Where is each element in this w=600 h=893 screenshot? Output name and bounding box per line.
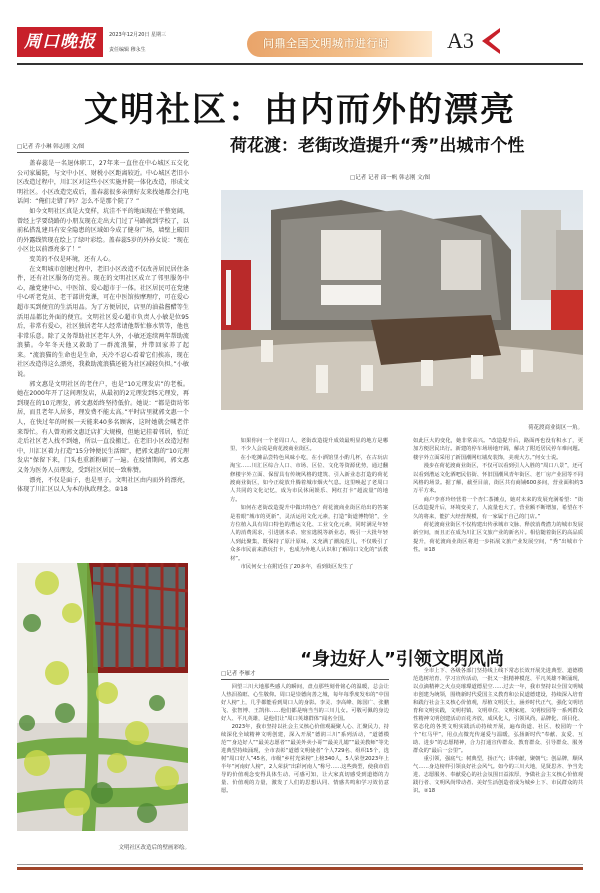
paragraph: 商户李喜玲经营着一个杏仁茶摊点，她对未来的发展充满希望：“街区改造提升后，环境变美了，人流量也大了，营业额不断增加，希望在不久的将来，能扩大经营规模，有一家属于自己的门店。” — [413, 496, 583, 520]
newspaper-logo: 周口晚报 — [17, 27, 103, 57]
byline: □记者 李雁才 — [221, 671, 256, 677]
divider — [17, 152, 189, 153]
page-number: A3 — [447, 28, 474, 53]
chevron-cutout — [489, 32, 500, 50]
byline: □记者 乔小琳 韩志刚 文/图 — [17, 144, 85, 150]
paragraph: 荷花渡商业街区不仅构建出传承城市文脉、释放消费潜力的城市发展新空间，而且正在成为川汇区文旅产业的新名片。相信随着街区的高品质提升，荷花渡商业街区将进一步拓展文旅产业发展空间，“秀”出城市个性。②18 — [413, 522, 583, 554]
paragraph: 在文明城市创建过程中，老旧小区改造不仅改善居民居住条件，还有社区服务的完善。现在的文明社区成立了邻里服务中心，融党建中心、中医馆、爱心超市于一体。社区居民可在党建中心听老党员、老干部讲党课，可在中医馆按摩理疗，可在爱心超市买到便宜的生活用品。为了方便居民，店里的油盐酱醋等生活用品都比外面的便宜。文明社区爱心超市负责人小敏是位95后，非常有爱心，社区独居老年人经常请他帮忙修水管等，他也非常乐意。除了义务帮助社区老年人外，小敏还连续两年帮助流浪猫。今年冬天他又救助了一群流浪猫，并带回家养了起来。“流浪猫的生命也是生命，天冷不忍心看着它们挨冻，现在社区改造得这么漂亮，我救助流浪猫还能为社区减轻负担。”小敏说。 — [17, 265, 189, 379]
paragraph: 如果你问一个老周口人，老街改造提升成效最明显的地方是哪里，不少人会说是荷花渡商业街区。 — [230, 438, 388, 453]
editor-credit: 责任编辑 穆永生 — [109, 47, 146, 53]
paragraph: 郭文惠是文明社区的老住户，也是“10元理发店”的老板。她在2000年开了这间理发店，从最初的2元理发到5元理发，再到现在的10元理发，郭文惠始终坚持低价。她说：“都是街坊邻居，而且老年人居多，理发费不能太高。”平时店里就郭文惠一个人，在快过年的时候一天能来40多名顾客，这时她就会喊老伴来帮忙。有人曾劝郭文惠迁店扩大规模，但她记挂着邻居，怕迁走后社区老人找不到她，所以一直没搬迁。在老旧小区改造过程中，川汇区着力打造“15分钟便民生活圈”，把郭文惠的“10元理发店”保留下来，门头也重新粉刷了一遍。在疫情期间，郭文惠义务为医务人员理发，受到社区居民一致称赞。 — [17, 380, 189, 474]
issue-date: 2023年12月20日 星期三 — [109, 32, 167, 38]
paragraph: 如今文明社区真是大变样，坑洼不平的地面现在平整宽阔，曾经上学要绕路的小朋友现在走出大门过了马路就到学校了，以前私搭乱建具有安全隐患的区域如今成了健身广场，墙壁上破旧的外露线管现在绘上了绿叶彩绘。盖春蕊5岁的外孙女说：“现在小区比以前漂亮多了！” — [17, 207, 189, 254]
footer-rule-thick — [17, 867, 583, 870]
article-column-1 — [221, 683, 389, 795]
paragraph: 如此巨大的变化，她非常高兴。“改造提升后，路面再也没有积水了，更加方便居民出行。新建的停车场场地开阔，解决了附近居民停车难问题。楼宇外立面采用了新国潮网红墙皮装饰，美观大方。”何女士说。 — [413, 438, 583, 461]
paragraph: 市民何女士在附近住了20多年，看到街区发生了 — [240, 564, 354, 571]
page-title: 文明社区：由内而外的漂亮 — [84, 90, 516, 130]
street-photo — [221, 190, 583, 410]
article-column-2 — [413, 437, 583, 555]
photo-caption: 荷花渡商业街区一角。 — [527, 425, 583, 431]
paragraph: 漫步在荷花渡商业街区，不仅可以看到引人入胜的“周口八景”，还可以看到漕运文化酒吧民俗街、怀旧国潮风青年街区、老厂房产业园等不同风格的场景。据了解，截至目前，街区共有商铺600多间，营业面积约3万平方米。 — [413, 463, 583, 495]
paragraph: 变美的不仅是环境，还有人心。 — [29, 255, 115, 263]
paragraph: 重引领，强底气；树典型，扬正气；讲奉献，聚朝气；创品牌，顺风气……身边榜样引领良好社会风气。如今的三川大地，见贤思齐、争当先进、志愿服务、奉献爱心的社会氛围日益浓厚，争做社会主义核心价值观践行者、文明风尚带动者、美好生活创造者成为城乡上下、市民群众的共识。②18 — [413, 756, 583, 794]
article-column-2 — [413, 667, 583, 795]
divider — [221, 679, 389, 680]
paragraph: 盖春蕊是一名退休职工，27年来一直住在中心城区五交化公司家属院，与文中小区、财税小区距离较近。中心城区老旧小区改造过程中，川汇区对这些小区实施并院一体化改造，形成文明社区。小区改造完成后，盖春蕊很多亲朋好友来找她都会打电话问：“俺们走错了吗？怎么不是那个院了？” — [17, 160, 189, 206]
paragraph: 全市上下、各级各部门坚持线上线下常态长效开展先进典型、道德模范选树培育、学习宣传活动，一批又一批精神模范、平凡英雄不断涌现，以点滴精神之火点亮璀璨道德星空……过去一年，我市坚持以全国文明城市创建为统领，围绕新时代爱国主义教育和公民道德建设，持续深入培育和践行社会主义核心价值观，厚植文明沃土，涵养时代正气，强化文明培育和文明实践，文明村镇、文明单位、文明家庭、文明校园等一系列群众性精神文明创建活动百花齐放，成风化人，引领风尚，品牌化、项目化、常态化的各类文明实践活动持续开展，遍布街道、社区、校园的一个个“红马甲”，用点点微光传递爱与温暖，弘扬新时代“奉献、友爱、互助、进步”的志愿精神，合力打通宣传群众、教育群众、引导群众、服务群众的“最后一公里”。 — [413, 668, 583, 754]
paragraph: 漂亮，不仅是面子，也是里子。文明社区由内而外的漂亮，体现了川汇区以人为本的执政理念。②18 — [17, 476, 189, 494]
article-civilized-community — [17, 142, 189, 495]
byline: □记者 记者 邱一帆 韩志刚 文/图 — [350, 175, 431, 181]
footer-rule-thin — [17, 864, 583, 865]
article-body — [17, 159, 189, 495]
paragraph: 在小吃摊品尝特色风味小吃，在小酒馆里小酌几杯，在古玩店淘宝……川汇区综合人口、市场、区位、文化等资源优势，通过翻修楼宇外立面、保留具有传统风格的建筑、引入新业态打造的荷花渡商业街区，如今正绽放升腾着城市烟火气息。这里唤起了老周口人共同的文化记忆，成为市民休闲娱乐、网红打卡“超流量”的地方。 — [230, 454, 388, 503]
article-column-1 — [230, 437, 388, 572]
paragraph: 2023年，我市坚持以社会主义核心价值观凝聚人心、汇聚民力，持续深化全域精神文明创建，深入开展“德润三川”系列活动，“道德模范”“身边好人”“最美志愿者”“最美外卖小哥”“最美儿媳”“最美教师”等先进典型持续涌现，全市表彰“道德文明使者”个人729名、组织15个，选树“周口好人”45名，市级“乡村光荣榜”上榜340人，5人荣登2023年上半年“河南好人榜”，2人荣获“出彩河南人”称号……这些典型，使我市倡导的价值观念变得具体生动、可感可知，让大家真切感受到道德的力量、价值观的力量，激发了人们的思想认同、情感共鸣和学习效仿意愿。 — [221, 724, 389, 794]
paragraph: 如何在老街改造提升中做出特色？荷花渡商业街区给出的答案是着眼“城市的更新”，灵活运用文化元素，打造“街道博物馆”，全方位植入具有周口特色的漕运文化、工业文化元素，同时满足年轻人的消费需求，引进剧本杀、密室逃脱等新业态，吸引一大批年轻人到此聚集，既保持了原汁原味，又充满了潮流范儿，不仅吸引了众多市民前来游玩打卡，也成为外地人认识和了解周口文化的“活教材”。 — [230, 505, 388, 562]
header-rule — [17, 63, 583, 65]
article-title: 荷花渡：老街改造提升“秀”出城市个性 — [230, 136, 525, 156]
mural-photo — [17, 563, 188, 831]
byline-block — [221, 669, 389, 680]
section-banner: 问鼎全国文明城市进行时 — [247, 31, 432, 57]
paragraph: 回望三川大地那些感人的瞬间，盘点那些刻骨铭心的温暖，总会让人热泪盈眶、心生敬仰。周口是崇德向善之城，每年每季度发布的“中国好人榜”上，几乎都能看到周口人的身影。李灵、李高峰、陈国广、张鹏飞、张智博、王凯伟……他们都是响当当的三川儿女。可敬可佩的身边好人、平凡英雄，是他们让“周口英雄群体”闻名全国。 — [221, 684, 389, 722]
article-title: “身边好人”引领文明风尚 — [300, 649, 504, 670]
photo-caption: 文明社区改造后的壁画彩绘。 — [118, 845, 190, 851]
